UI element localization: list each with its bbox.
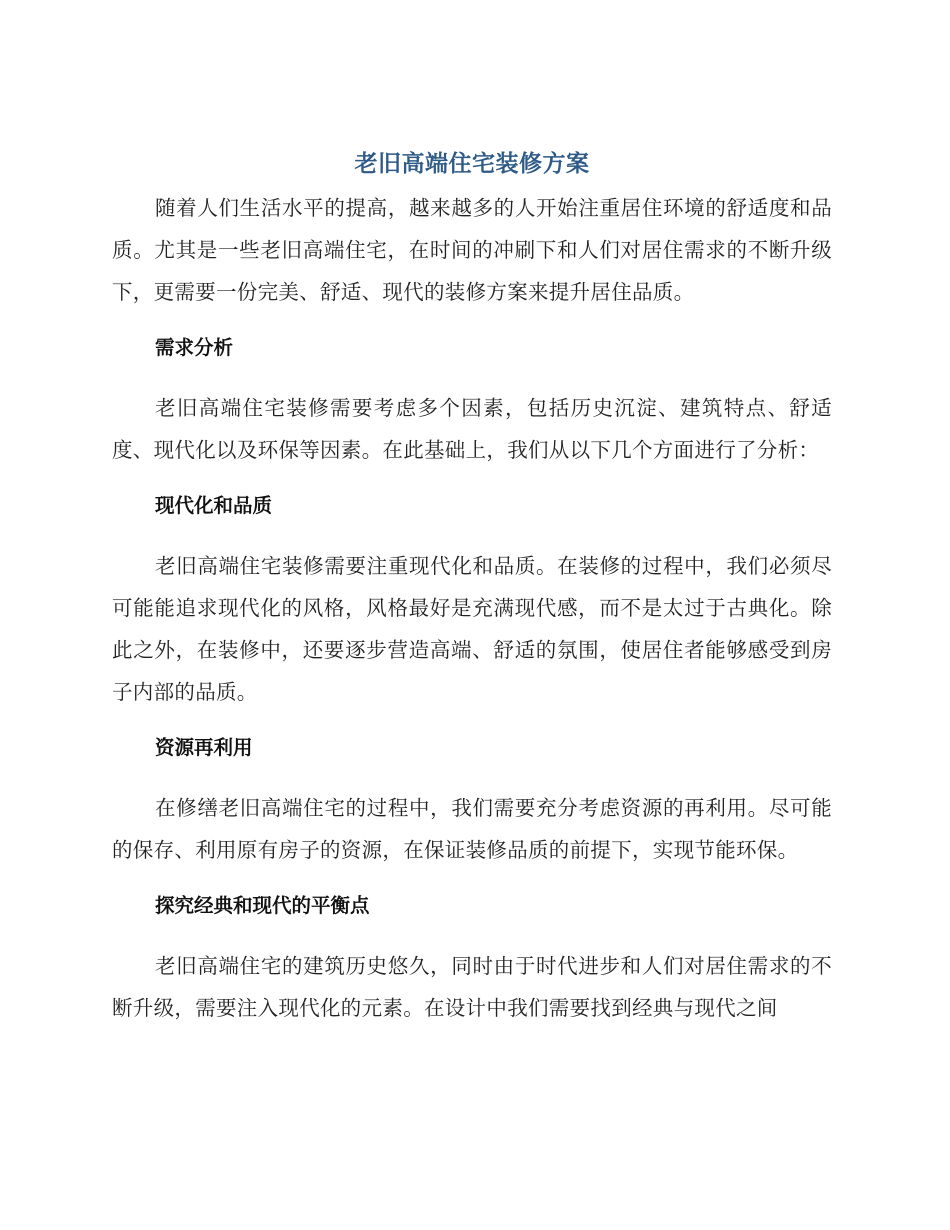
section-body-modernization: 老旧高端住宅装修需要注重现代化和品质。在装修的过程中，我们必须尽可能能追求现代化的风格，风格最好是充满现代感，而不是太过于古典化。除此之外，在装修中，还要逐步营造高端、舒适的氛围，使居住者能够感受到房子内部的品质。 xyxy=(112,554,832,704)
document-page xyxy=(112,145,832,1029)
section-heading-resource-reuse: 资源再利用 xyxy=(155,736,253,759)
section-heading-modernization: 现代化和品质 xyxy=(155,494,273,517)
section-heading-needs-analysis: 需求分析 xyxy=(155,336,234,359)
section-body-resource-reuse: 在修缮老旧高端住宅的过程中，我们需要充分考虑资源的再利用。尽可能的保存、利用原有房子的资源，在保证装修品质的前提下，实现节能环保。 xyxy=(112,796,832,862)
section-heading-classic-modern-balance: 探究经典和现代的平衡点 xyxy=(155,894,370,917)
document-title: 老旧高端住宅装修方案 xyxy=(354,151,590,177)
section-body-needs-analysis: 老旧高端住宅装修需要考虑多个因素，包括历史沉淀、建筑特点、舒适度、现代化以及环保等因素。在此基础上，我们从以下几个方面进行了分析： xyxy=(112,396,832,462)
section-body-classic-modern-balance: 老旧高端住宅的建筑历史悠久，同时由于时代进步和人们对居住需求的不断升级，需要注入现代化的元素。在设计中我们需要找到经典与现代之间 xyxy=(112,954,832,1020)
intro-paragraph: 随着人们生活水平的提高，越来越多的人开始注重居住环境的舒适度和品质。尤其是一些老旧高端住宅，在时间的冲刷下和人们对居住需求的不断升级下，更需要一份完美、舒适、现代的装修方案来提升居住品质。 xyxy=(112,196,832,304)
